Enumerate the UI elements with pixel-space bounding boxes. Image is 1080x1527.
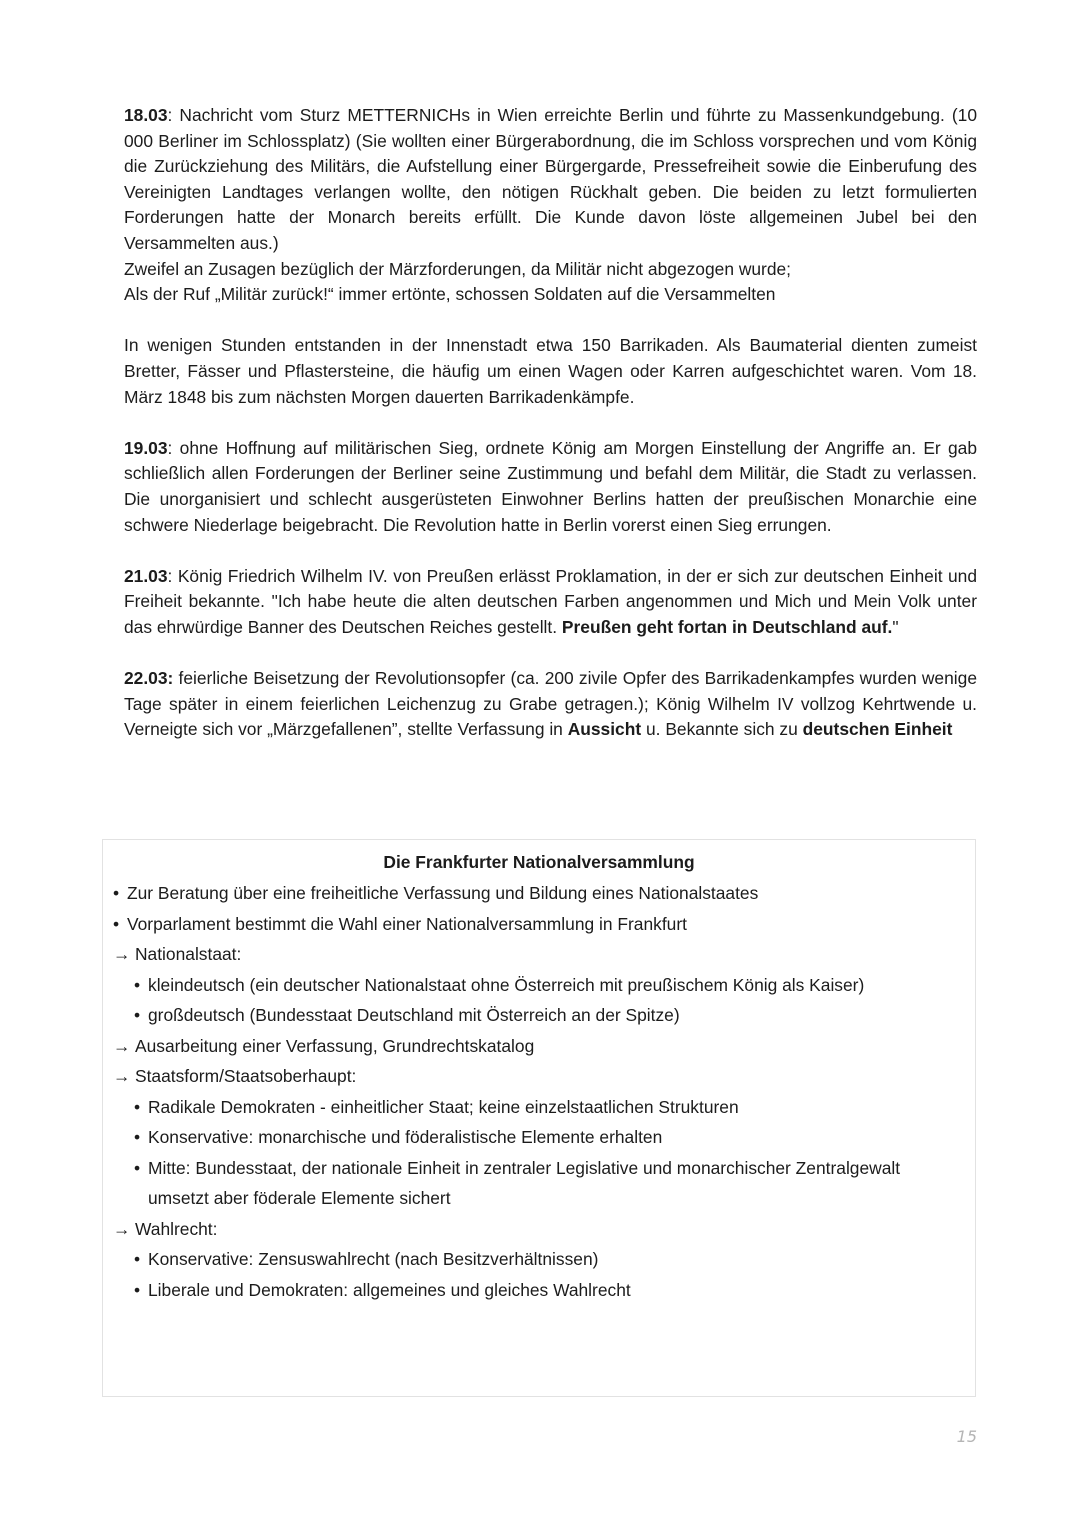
box-list bbox=[113, 878, 959, 1305]
arrow-right-icon: → bbox=[113, 1218, 131, 1239]
list-item: → Staatsform/Staatsoberhaupt: bbox=[113, 1061, 959, 1092]
entry-22-03-bold-aussicht: Aussicht bbox=[567, 719, 642, 740]
arrow-right-icon: → bbox=[113, 1066, 131, 1086]
entry-19-03: 19.03: ohne Hoffnung auf militärischen Sieg, ordnete König am Morgen Einstellung der Angriffe an. Er gab schließlich allen Forderungen der Berliner seine Zustimmung und befahl dem Militär, die Stadt zu verlassen. Die unorganisiert und schlecht ausgerüsteten Einwohner Berlins hatten der preußischen Monarchie eine schwere Niederlage beigebracht. Die Revolution hatte in Berlin vorerst einen Sieg errungen. bbox=[124, 437, 978, 535]
entry-22-03-bold-einheit: deutschen Einheit bbox=[802, 719, 953, 740]
list-item: • Zur Beratung über eine freiheitliche Verfassung und Bildung eines Nationalstaates bbox=[113, 883, 759, 903]
entry-18-03-line3: Als der Ruf „Militär zurück!“ immer ertönte, schossen Soldaten auf die Versammelten bbox=[124, 284, 776, 305]
box-title: Die Frankfurter Nationalversammlung bbox=[383, 852, 695, 872]
date-21-03: 21.03 bbox=[124, 565, 168, 586]
date-22-03: 22.03: bbox=[124, 668, 174, 689]
list-item: • großdeutsch (Bundesstaat Deutschland mit Österreich an der Spitze) bbox=[134, 1005, 680, 1025]
list-item: • Konservative: Zensuswahlrecht (nach Besitzverhältnissen) bbox=[134, 1249, 599, 1269]
list-item: • Radikale Demokraten - einheitlicher Staat; keine einzelstaatlichen Strukturen bbox=[134, 1096, 739, 1117]
entry-21-03-text: König Friedrich Wilhelm IV. von Preußen erlässt Proklamation, in der er sich zur deutschen Einheit und Freiheit bekannte. "Ich habe heute die alten deutschen Farben angenommen und Mich und Mein Volk unter das ehrwürdige Banner des Deutschen Reiches gestellt. bbox=[124, 565, 977, 637]
list-item: • kleindeutsch (ein deutscher Nationalstaat ohne Österreich mit preußischem König als Kaiser) bbox=[134, 974, 865, 995]
page-number: 15 bbox=[956, 1427, 977, 1446]
entry-19-03-text: ohne Hoffnung auf militärischen Sieg, ordnete König am Morgen Einstellung der Angriffe an. Er gab schließlich allen Forderungen der Berliner seine Zustimmung und befahl dem Militär, die Stadt zu verlassen. Die unorganisiert und schlecht ausgerüsteten Einwohner Berlins hatten der preußischen Monarchie eine schwere Niederlage beigebracht. Die Revolution hatte in Berlin vorerst einen Sieg errungen. bbox=[124, 437, 978, 535]
list-item: • Konservative: monarchische und föderalistische Elemente erhalten bbox=[134, 1127, 663, 1147]
list-item: → Ausarbeitung einer Verfassung, Grundrechtskatalog bbox=[113, 1031, 959, 1062]
arrow-right-icon: → bbox=[113, 1035, 131, 1056]
entry-18-03-line2: Zweifel an Zusagen bezüglich der Märzforderungen, da Militär nicht abgezogen wurde; bbox=[124, 258, 792, 279]
entry-21-03: 21.03: König Friedrich Wilhelm IV. von Preußen erlässt Proklamation, in der er sich zur deutschen Einheit und Freiheit bekannte. "Ich habe heute die alten deutschen Farben angenommen und Mich und Mein Volk unter das ehrwürdige Banner des Deutschen Reiches gestellt. Preußen geht fortan in Deutschland auf." bbox=[124, 565, 977, 637]
arrow-right-icon: → bbox=[113, 944, 131, 964]
entry-18-03: 18.03: Nachricht vom Sturz METTERNICHs in Wien erreichte Berlin und führte zu Massenkundgebung. (10 000 Berliner im Schlossplatz) (Sie wollten einer Bürgerabordnung, die im Schloss vorsprechen und vom König die Zurückziehung des Militärs, die Aufstellung einer Bürgergarde, Pressefreiheit sowie die Einberufung des Vereinigten Landtages verlangen wollte, den nötigen Rückhalt geben. Die beiden zu letzt formulierten Forderungen hatte der Monarch bereits erfüllt. Die Kunde davon löste allgemeinen Jubel bei den Versammelten aus.) bbox=[124, 105, 977, 253]
list-item: → Nationalstaat: bbox=[113, 939, 959, 970]
list-item: • Vorparlament bestimmt die Wahl einer Nationalversammlung in Frankfurt bbox=[113, 913, 687, 934]
entry-22-03-text: feierliche Beisetzung der Revolutionsopfer (ca. 200 zivile Opfer des Barrikadenkampfes wurden wenige Tage später in einem feierlichen Leichenzug zu Grabe getragen.); König Wilhelm IV vollzog Kehrtwende u. Verneigte sich vor „Märzgefallenen”, stellte Verfassung in bbox=[124, 668, 977, 740]
date-19-03: 19.03 bbox=[124, 437, 168, 458]
entry-22-03: 22.03: feierliche Beisetzung der Revolutionsopfer (ca. 200 zivile Opfer des Barrikadenkampfes wurden wenige Tage später in einem feierlichen Leichenzug zu Grabe getragen.); König Wilhelm IV vollzog Kehrtwende u. Verneigte sich vor „Märzgefallenen”, stellte Verfassung in Aussicht u. Bekannte sich zu deutschen Einheit bbox=[124, 668, 977, 740]
barricades-paragraph: In wenigen Stunden entstanden in der Innenstadt etwa 150 Barrikaden. Als Baumaterial dienten zumeist Bretter, Fässer und Pflastersteine, die häufig um einen Wagen oder Karren aufgeschichtet waren. Vom 18. März 1848 bis zum nächsten Morgen dauerten Barrikadenkämpfe. bbox=[124, 335, 977, 407]
list-item: → Wahlrecht: bbox=[113, 1214, 959, 1245]
nationalversammlung-box bbox=[102, 839, 976, 1397]
list-item: • Mitte: Bundesstaat, der nationale Einheit in zentraler Legislative und monarchischer Zentralgewalt umsetzt aber föderale Elemente sichert bbox=[134, 1157, 901, 1208]
entry-18-03-text: Nachricht vom Sturz METTERNICHs in Wien erreichte Berlin und führte zu Massenkundgebung. (10 000 Berliner im Schlossplatz) (Sie wollten einer Bürgerabordnung, die im Schloss vorsprechen und vom König die Zurückziehung des Militärs, die Aufstellung einer Bürgergarde, Pressefreiheit sowie die Einberufung des Vereinigten Landtages verlangen wollte, den nötigen Rückhalt geben. Die beiden zu letzt formulierten Forderungen hatte der Monarch bereits erfüllt. Die Kunde davon löste allgemeinen Jubel bei den Versammelten aus.) bbox=[124, 105, 977, 253]
entry-21-03-bold: Preußen geht fortan in Deutschland auf. bbox=[561, 616, 893, 637]
date-18-03: 18.03 bbox=[124, 105, 168, 125]
list-item: • Liberale und Demokraten: allgemeines und gleiches Wahlrecht bbox=[134, 1279, 631, 1300]
chronology-text bbox=[124, 103, 977, 743]
